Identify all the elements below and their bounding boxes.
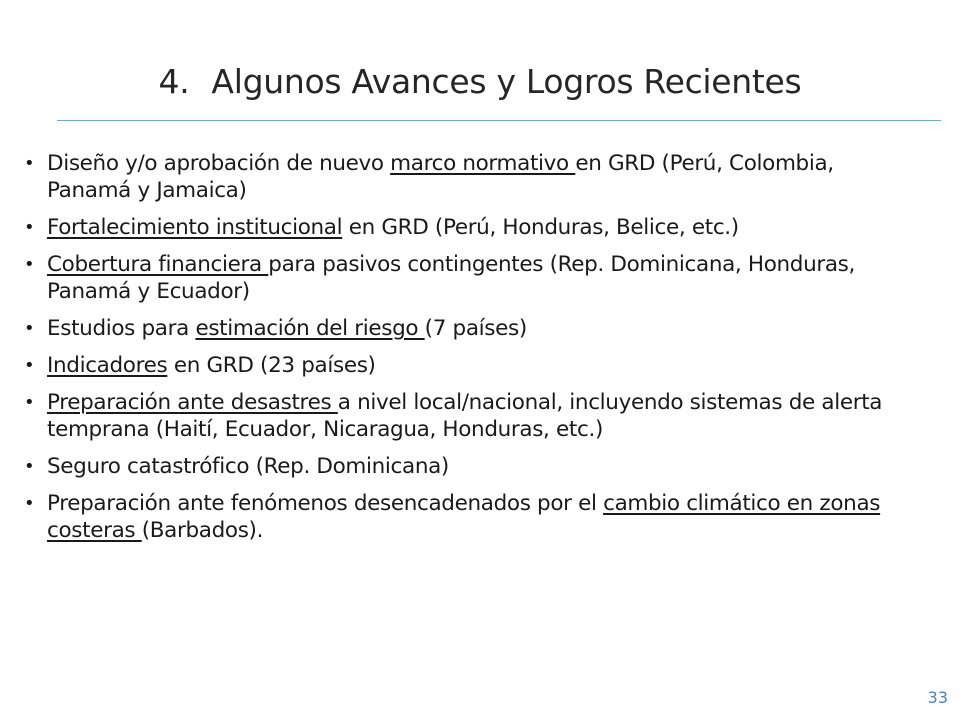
bullet-underlined-text: Cobertura financiera [47, 252, 269, 277]
bullet-text: (7 países) [424, 316, 527, 341]
slide-title-text: Algunos Avances y Logros Recientes [211, 62, 802, 101]
bullet-text: en GRD (23 países) [167, 353, 376, 378]
bullet-dot-icon: • [24, 493, 35, 514]
bullet-list [24, 150, 924, 554]
bullet-text: para pasivos contingentes (Rep. Dominicana, Honduras, Panamá y Ecuador) [47, 252, 856, 304]
bullet-underlined-text: marco normativo [390, 151, 576, 176]
bullet-item [24, 315, 924, 342]
bullet-dot-icon: • [24, 392, 35, 413]
bullet-underlined-text: Fortalecimiento institucional [47, 215, 343, 240]
bullet-dot-icon: • [24, 355, 35, 376]
bullet-text: en GRD (Perú, Honduras, Belice, etc.) [342, 215, 739, 240]
bullet-text: Diseño y/o aprobación de nuevo [47, 151, 391, 176]
bullet-item [24, 214, 924, 241]
bullet-dot-icon: • [24, 217, 35, 238]
bullet-underlined-text: estimación del riesgo [195, 316, 425, 341]
bullet-item [24, 251, 924, 305]
page-number: 33 [927, 688, 948, 707]
bullet-text: (Barbados). [141, 518, 264, 543]
bullet-underlined-text: cambio climático en zonas costeras [47, 491, 881, 543]
bullet-dot-icon: • [24, 318, 35, 339]
bullet-text: Seguro catastrófico (Rep. Dominicana) [47, 454, 449, 479]
bullet-item [24, 453, 924, 480]
bullet-item [24, 490, 924, 544]
bullet-text: Preparación ante fenómenos desencadenados por el [47, 491, 604, 516]
bullet-item [24, 352, 924, 379]
slide-title [0, 62, 960, 101]
bullet-dot-icon: • [24, 456, 35, 477]
bullet-text: Estudios para [47, 316, 196, 341]
title-divider [57, 120, 941, 121]
bullet-item [24, 150, 924, 204]
bullet-underlined-text: Indicadores [47, 353, 168, 378]
bullet-dot-icon: • [24, 153, 35, 174]
bullet-underlined-text: Preparación ante desastres [47, 390, 338, 415]
bullet-text: en GRD (Perú, Colombia, Panamá y Jamaica) [47, 151, 834, 203]
slide-title-number: 4. [158, 62, 190, 101]
bullet-text: a nivel local/nacional, incluyendo sistemas de alerta temprana (Haití, Ecuador, Nicaragua, Honduras, etc.) [47, 390, 883, 442]
bullet-dot-icon: • [24, 254, 35, 275]
bullet-item [24, 389, 924, 443]
